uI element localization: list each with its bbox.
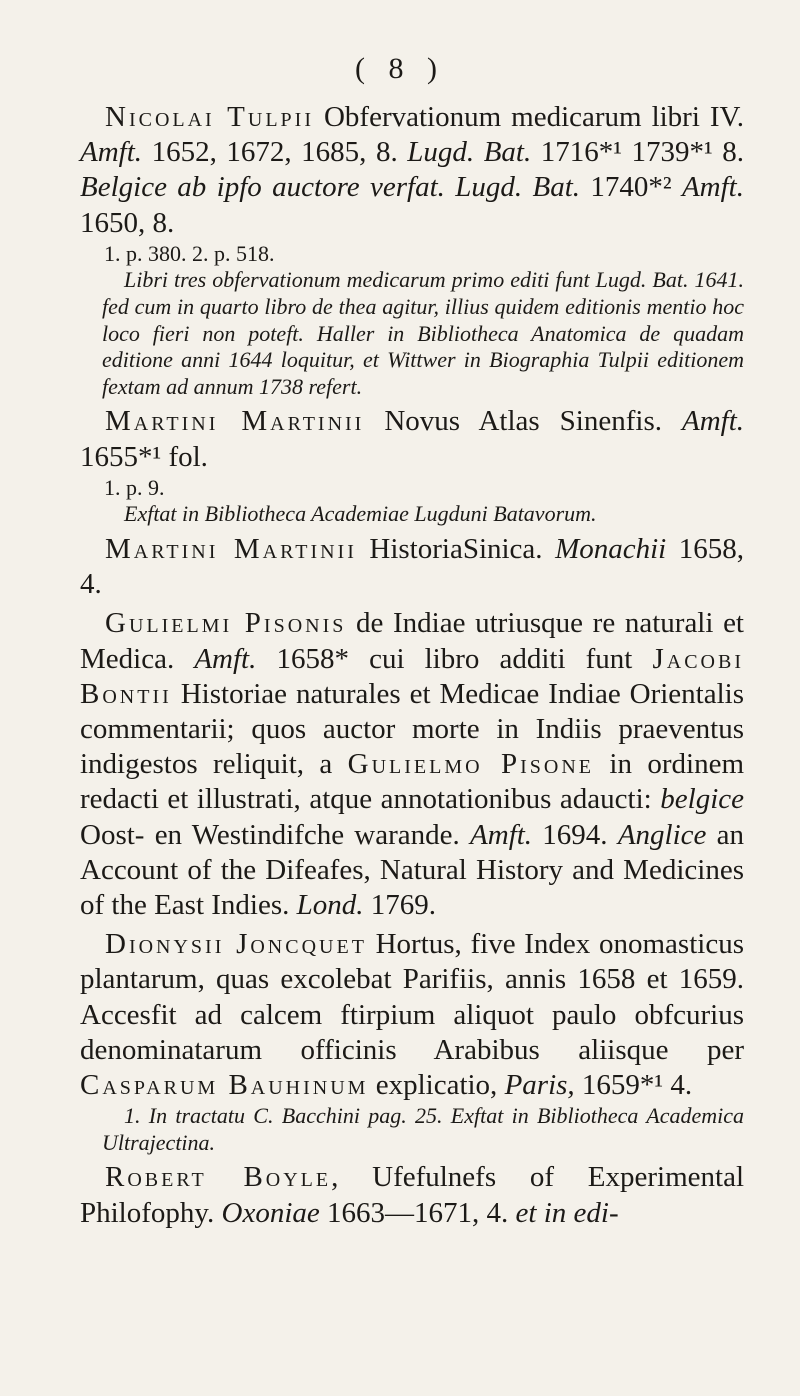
entry-boyle xyxy=(80,1160,744,1230)
language-note: Belgice ab ipfo auctore verfat. Lugd. Bat. xyxy=(80,171,581,204)
entry-text: Oost- en Westindifche warande. xyxy=(80,818,471,851)
place-name: Lugd. Bat. xyxy=(407,136,532,169)
place-name: Amft. xyxy=(80,136,143,169)
entry-text: HistoriaSinica. xyxy=(356,532,556,565)
entry-text: Obfervationum medicarum libri IV. xyxy=(314,101,744,133)
place-name: Amft. xyxy=(470,818,533,851)
entry-joncquet xyxy=(80,927,744,1103)
entry-tulpius xyxy=(80,100,744,241)
footnote xyxy=(80,1103,744,1156)
entry-text: an Account of the Difeafes, Natural History and Medicines of the East Indies. xyxy=(80,818,745,921)
place-name: Lond. xyxy=(296,889,364,921)
language-note: belgice xyxy=(660,783,744,816)
place-name: Monachii xyxy=(555,532,667,565)
place-name: Amft. xyxy=(681,405,745,438)
footnote-text: 1. In tractatu C. Bacchini pag. 25. Exftat in Bibliotheca Academica Ultrajectina. xyxy=(102,1103,744,1155)
entry-text: 1663—1671, 4. xyxy=(319,1196,516,1229)
language-note: Anglice xyxy=(617,818,707,851)
author-name: Martini Martinii xyxy=(105,532,357,565)
entry-text: Historiae naturales et Medicae Indiae Orientalis commentarii; quos auctor morte in Indiis praeventus indigestos reliquit, a xyxy=(80,677,744,781)
entry-text: 1655*¹ fol. xyxy=(80,440,208,473)
entry-text: 1650, 8. xyxy=(80,206,175,239)
entry-text: 1769. xyxy=(363,889,437,921)
entry-text: in ordinem redacti et illustrati, atque annotationibus adaucti: xyxy=(80,748,744,816)
footnote: Exftat in Bibliotheca Academiae Lugduni Batavorum. xyxy=(124,501,597,527)
entry-text: Novus Atlas Sinenfis. xyxy=(364,405,682,438)
entry-text: 1652, 1672, 1685, 8. xyxy=(142,136,408,169)
author-name: Martini Martinii xyxy=(105,405,365,438)
author-name: Jacobi Bontii xyxy=(80,642,744,710)
page-number: ( 8 ) xyxy=(355,52,445,85)
place-name: Amft. xyxy=(681,171,744,204)
entry-text: 1658, 4. xyxy=(80,532,744,601)
author-name: Casparum Bauhinum xyxy=(80,1069,369,1102)
text-column xyxy=(80,100,744,1231)
entry-piso xyxy=(80,606,744,923)
entry-text: 1659*¹ 4. xyxy=(574,1069,693,1102)
footnote-refs: 1. p. 380. 2. p. 518. xyxy=(104,240,275,266)
entry-text: 1658* cui libro additi funt xyxy=(256,642,653,675)
entry-text: 1740*² xyxy=(580,171,682,204)
author-name: Gulielmi Pisonis xyxy=(105,607,347,640)
footnote-refs: 1. p. 9. xyxy=(104,474,165,500)
author-name: Dionysii Joncquet xyxy=(105,928,367,961)
author-name: Gulielmo Pisone xyxy=(347,748,595,781)
entry-historia xyxy=(80,532,744,602)
entry-text: de Indiae utriusque re naturali et Medica. xyxy=(80,607,744,675)
author-name: Nicolai Tulpii xyxy=(105,101,314,133)
entry-text: 1716*¹ 1739*¹ 8. xyxy=(531,136,744,169)
entry-text: Hortus, five Index onomasticus plantarum, quas excolebat Parifiis, annis 1658 et 1659. Accesfit ad calcem ftirpium aliquot paulo obfcurius denominatarum officinis Arabibus aliisque per xyxy=(80,928,744,1066)
entry-atlas xyxy=(80,404,744,474)
author-name: Robert Boyle xyxy=(105,1161,332,1194)
place-name: Paris, xyxy=(504,1069,575,1102)
entry-text: 1694. xyxy=(532,818,618,851)
entry-text: et in edi- xyxy=(515,1196,619,1229)
entry-text: explicatio, xyxy=(368,1069,505,1102)
footnote: Libri tres obfervationum medicarum primo editi funt Lugd. Bat. 1641. fed cum in quarto libro de thea agitur, illius quidem editionis mentio hoc loco fieri non poteft. Haller in Bibliotheca Anatomica de quadam editione anni 1644 loquitur, et Wittwer in Biographia Tulpii editionem fextam ad annum 1738 refert. xyxy=(102,267,744,399)
entry-text: , Ufefulnefs of Experimental Philofophy. xyxy=(80,1161,744,1229)
place-name: Oxoniae xyxy=(221,1196,320,1229)
place-name: Amft. xyxy=(194,642,257,675)
